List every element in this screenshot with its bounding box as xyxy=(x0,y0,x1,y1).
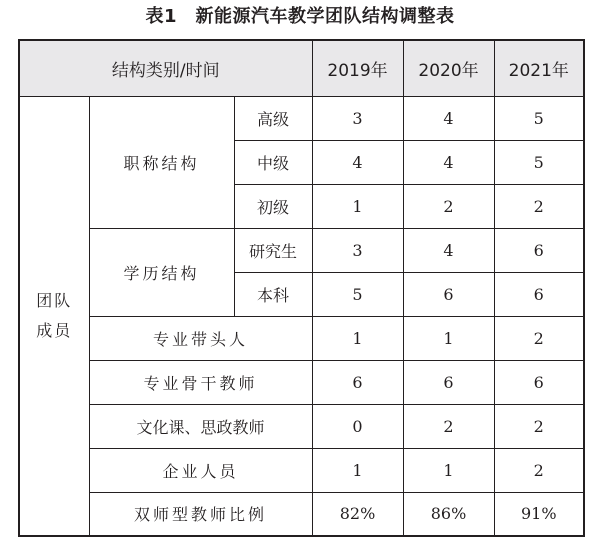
cell-value: 2 xyxy=(403,404,494,448)
table-row xyxy=(19,360,584,404)
row-label: 专业骨干教师 xyxy=(89,360,312,404)
header-year-2021: 2021年 xyxy=(494,40,584,96)
table-row xyxy=(19,316,584,360)
header-row xyxy=(19,40,584,96)
row-label: 双师型教师比例 xyxy=(89,492,312,536)
category-education-structure: 学历结构 xyxy=(89,228,234,316)
table-row xyxy=(19,228,584,272)
cell-value: 2 xyxy=(494,404,584,448)
cell-value: 5 xyxy=(494,96,584,140)
cell-value: 6 xyxy=(494,360,584,404)
row-label: 中级 xyxy=(234,140,312,184)
table-row xyxy=(19,492,584,536)
header-year-2019: 2019年 xyxy=(312,40,403,96)
cell-value: 0 xyxy=(312,404,403,448)
row-label: 专业带头人 xyxy=(89,316,312,360)
table-title: 表1 新能源汽车教学团队结构调整表 xyxy=(145,6,455,27)
team-structure-table xyxy=(18,39,585,537)
row-label: 文化课、思政教师 xyxy=(89,404,312,448)
row-label: 初级 xyxy=(234,184,312,228)
header-structure: 结构类别/时间 xyxy=(19,40,312,96)
row-label: 本科 xyxy=(234,272,312,316)
cell-value: 4 xyxy=(403,140,494,184)
cell-value: 6 xyxy=(403,360,494,404)
table-row xyxy=(19,448,584,492)
row-label: 企业人员 xyxy=(89,448,312,492)
cell-value: 86% xyxy=(403,492,494,536)
cell-value: 2 xyxy=(494,448,584,492)
row-label: 研究生 xyxy=(234,228,312,272)
cell-value: 6 xyxy=(312,360,403,404)
cell-value: 2 xyxy=(494,316,584,360)
group-label-line2: 成员 xyxy=(36,320,73,340)
cell-value: 5 xyxy=(312,272,403,316)
cell-value: 1 xyxy=(403,316,494,360)
cell-value: 2 xyxy=(403,184,494,228)
cell-value: 5 xyxy=(494,140,584,184)
table-row xyxy=(19,404,584,448)
cell-value: 3 xyxy=(312,96,403,140)
cell-value: 4 xyxy=(403,96,494,140)
cell-value: 2 xyxy=(494,184,584,228)
header-year-2020: 2020年 xyxy=(403,40,494,96)
category-title-structure: 职称结构 xyxy=(89,96,234,228)
cell-value: 6 xyxy=(403,272,494,316)
cell-value: 1 xyxy=(312,184,403,228)
cell-value: 4 xyxy=(312,140,403,184)
row-label: 高级 xyxy=(234,96,312,140)
cell-value: 3 xyxy=(312,228,403,272)
cell-value: 91% xyxy=(494,492,584,536)
cell-value: 4 xyxy=(403,228,494,272)
cell-value: 6 xyxy=(494,228,584,272)
group-label-team-members xyxy=(19,96,89,536)
group-label-line1: 团队 xyxy=(36,290,73,310)
cell-value: 1 xyxy=(312,448,403,492)
cell-value: 82% xyxy=(312,492,403,536)
cell-value: 1 xyxy=(312,316,403,360)
cell-value: 1 xyxy=(403,448,494,492)
cell-value: 6 xyxy=(494,272,584,316)
table-row xyxy=(19,96,584,140)
